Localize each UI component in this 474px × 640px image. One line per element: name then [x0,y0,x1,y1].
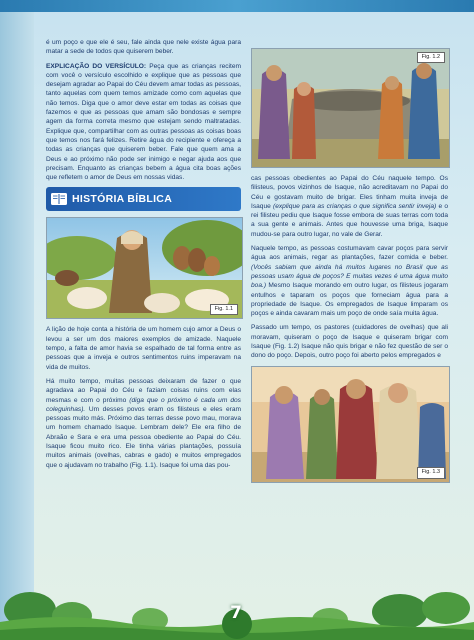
paragraph: cas pessoas obedientes ao Papai do Céu naquele tempo. Os filisteus, povos vizinhos de Isaque, não acreditavam no Papai do Céu e gostavam muito de brigar. Eles tinham muita inveja de Isaque (explique para as crianças o que significa sentir inveja) e o rei filisteu pediu que Isaque fosse embora de suas terras com toda a sua gente e animais. Antes que houvesse uma briga, Isaque mudou-se para outro lugar, no vale de Gerar. [251,175,448,238]
book-icon [46,187,72,211]
left-column [46,38,241,475]
page-binding-edge [0,0,34,640]
figure-1-3 [251,366,450,483]
figure-1-2 [251,48,450,168]
figure-label: Fig. 1.2 [417,52,445,63]
top-decor-strip [0,0,474,12]
section-heading [46,187,241,211]
illustration-reconciliation [252,367,449,482]
footer-decor [0,582,474,640]
paragraph: Naquele tempo, as pessoas costumavam cavar poços para servir água aos animais, regar as plantações, fazer comida e beber. (Vocês sabiam que ainda há muitos lugares no Brasil que as pessoas usam água de poços? E muitas vezes é uma água muito boa.) Mesmo Isaque morando em outro lugar, os filisteus jogaram entulhos e taparam os poços que forneciam água para a propriedade de Isaque. Os empregados de Isaque limparam os poços e ainda cavaram mais um poço de onde saía muita água. [251,245,448,318]
section-title: HISTÓRIA BÍBLICA [72,192,173,205]
figure-label: Fig. 1.1 [210,304,238,315]
figure-1-1 [46,217,243,319]
right-column [251,48,448,483]
paragraph: EXPLICAÇÃO DO VERSÍCULO: Peça que as crianças recitem com você o versículo escolhido e explique que as pessoas que desejam agradar ao Papai do Céu devem amar todas as pessoas, tanto aquelas com quem temos amizade como com aquelas que não temos. Diga que o amor deve estar em todas as coisas que fazemos e que as pessoas que amam são bondosas e sempre agem da forma correta mesmo que estejam sendo maltratadas. Explique que, compartilhar com as outras pessoas as coisas boas que temos nos fará felizes. Retire água do recipiente e ofereça a todas as crianças que quiserem beber. Fale que quem ama a Deus e ao próximo não pode ser inimigo e negar ajuda aos que precisam. Enquanto as crianças bebem a água cita boas ações que refletem o amor de Deus em nossas vidas. [46,62,242,182]
verse-explanation-label: EXPLICAÇÃO DO VERSÍCULO: [46,62,147,70]
page-number: 7 [230,603,242,623]
paragraph: A lição de hoje conta a história de um homem cujo amor a Deus o levou a ser um dos maiores exemplos de amizade. Naquele tempo, a falta de amor havia se espalhado de tal forma entre as pessoas que a inveja e outros sentimentos ruins imperavam na vida de muitos. [46,326,241,371]
figure-label: Fig. 1.3 [417,467,445,478]
paragraph: Há muito tempo, muitas pessoas deixaram de fazer o que agradava ao Papai do Céu e faziam coisas ruins com elas mesmas e com o próximo (diga que o próximo é cada um dos coleguinhas). Um desses povos eram os filisteus e eles eram pessoas muito más. Próximo das terras desse povo mau, morava um homem chamado Isaque. Lembram dele? Ele era filho de Abraão e Sara e era uma pessoa obediente ao Papai do Céu. Isaque ficou muito rico. Ele tinha várias plantações, possuía muitos animais (ovelhas, cabras e gado) e muitos empregados que o ajudavam no trabalho (Fig. 1.1). Isaque foi uma das pou- [46,377,241,469]
paragraph: é um poço e que ele é seu, fale ainda que nele existe água para matar a sede de todos que quiserem beber. [46,39,241,56]
paragraph: Passado um tempo, os pastores (cuidadores de ovelhas) que ali moravam, quiseram o poço de Isaque e quiseram brigar com Isaque (Fig. 1.2) Isaque não quis brigar e não fez questão de ser o dono do poço. Depois, outro poço foi aberto pelos empregados e [251,324,448,360]
illustration-well-dispute [252,49,449,167]
